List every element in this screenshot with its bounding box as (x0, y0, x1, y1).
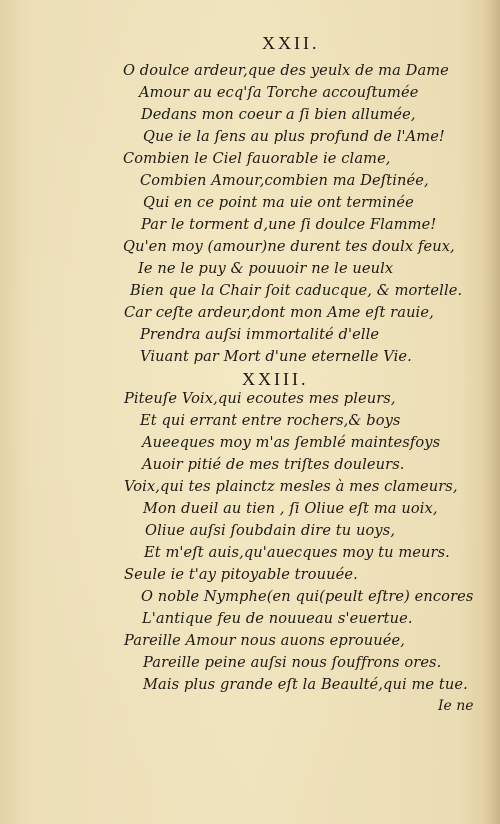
verse-line: O noble Nymphe(en qui(peult eſtre) encores (141, 588, 474, 605)
verse-line: Aueeques moy m'as ſemblé maintesfoys (142, 434, 441, 451)
verse-line: Par le torment d,une ſi doulce Flamme! (141, 216, 437, 233)
verse-line: Bien que la Chair ſoit caducque, & mortelle. (130, 282, 463, 299)
verse-line: Qui en ce point ma uie ont terminée (143, 194, 414, 211)
verse-line: Prendra auſsi immortalité d'elle (140, 326, 380, 343)
verse-line: Mon dueil au tien , ſi Oliue eſt ma uoix, (143, 500, 438, 517)
verse-line: Piteuſe Voix,qui ecoutes mes pleurs, (124, 390, 396, 407)
verse-line: Seule ie t'ay pitoyable trouuée. (124, 566, 358, 583)
verse-line: Pareille peine auſsi nous ſouffrons ores. (143, 654, 442, 671)
verse-line: Car ceſte ardeur,dont mon Ame eſt rauie, (124, 304, 434, 321)
verse-line: Que ie la ſens au plus profund de l'Ame! (143, 128, 445, 145)
catchword: Ie ne (438, 698, 474, 714)
sonnet-number-xxii: XXII. (262, 33, 320, 53)
verse-line: Combien Amour,combien ma Deſtinée, (140, 172, 429, 189)
verse-line: Voix,qui tes plainctz mesles à mes clameurs, (124, 478, 458, 495)
verse-line: Qu'en moy (amour)ne durent tes doulx feux, (123, 238, 455, 255)
sonnet-number-xxiii: XXIII. (242, 369, 309, 389)
verse-line: O doulce ardeur,que des yeulx de ma Dame (123, 62, 449, 79)
verse-line: Ie ne le puy & pouuoir ne le ueulx (138, 260, 394, 277)
verse-line: Auoir pitié de mes triſtes douleurs. (142, 456, 405, 473)
verse-line: Oliue auſsi ſoubdain dire tu uoys, (145, 522, 396, 539)
verse-line: Et m'eſt auis,qu'auecques moy tu meurs. (144, 544, 450, 561)
verse-line: Pareille Amour nous auons eprouuée, (124, 632, 406, 649)
verse-line: Et qui errant entre rochers,& boys (140, 412, 401, 429)
verse-line: L'antique feu de nouueau s'euertue. (142, 610, 413, 627)
verse-line: Amour au ecq'ſa Torche accouſtumée (139, 84, 419, 101)
verse-line: Combien le Ciel fauorable ie clame, (123, 150, 391, 167)
verse-line: Dedans mon coeur a ſi bien allumée, (141, 106, 416, 123)
verse-line: Viuant par Mort d'une eternelle Vie. (140, 348, 412, 365)
verse-line: Mais plus grande eſt la Beaulté,qui me tue. (143, 676, 468, 693)
